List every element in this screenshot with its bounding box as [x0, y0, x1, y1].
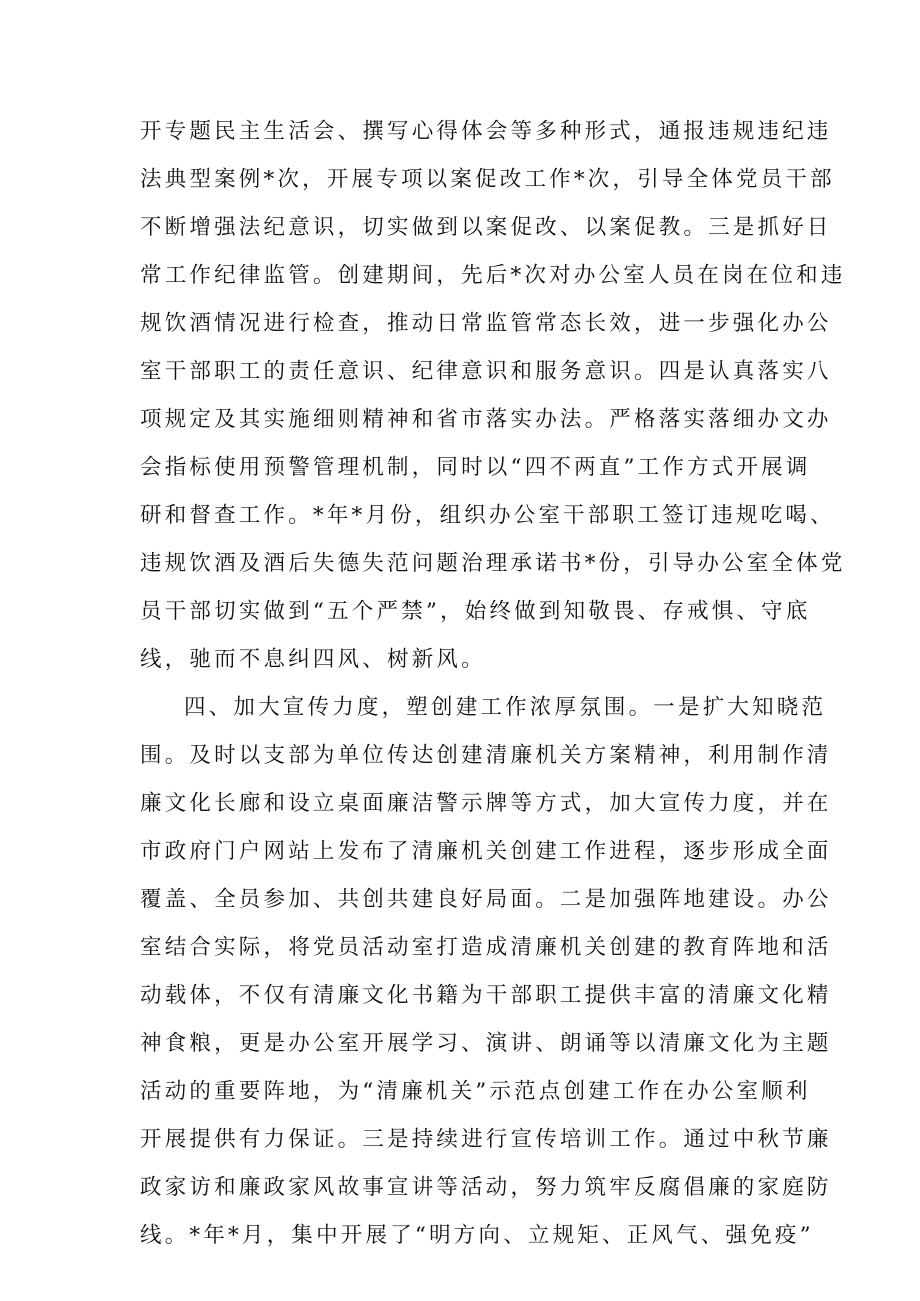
text-line: 违规饮酒及酒后失德失范问题治理承诺书*份，引导办公室全体党	[140, 551, 846, 576]
text-line: 线。*年*月，集中开展了“明方向、立规矩、正风气、强免疫”	[140, 1223, 814, 1248]
text-line: 动载体，不仅有清廉文化书籍为干部职工提供丰富的清廉文化精	[140, 983, 832, 1008]
text-line: 开展提供有力保证。三是持续进行宣传培训工作。通过中秋节廉	[140, 1127, 832, 1152]
text-line: 市政府门户网站上发布了清廉机关创建工作进程，逐步形成全面	[140, 839, 832, 864]
text-line: 活动的重要阵地，为“清廉机关”示范点创建工作在办公室顺利	[140, 1079, 811, 1104]
text-line: 不断增强法纪意识，切实做到以案促改、以案促教。三是抓好日	[140, 215, 832, 240]
section-heading-line: 四、加大宣传力度，塑创建工作浓厚氛围。一是扩大知晓范	[184, 695, 827, 720]
text-line: 规饮酒情况进行检查，推动日常监管常态长效，进一步强化办公	[140, 311, 832, 336]
text-line: 围。及时以支部为单位传达创建清廉机关方案精神，利用制作清	[140, 743, 832, 768]
text-line: 研和督查工作。*年*月份，组织办公室干部职工签订违规吃喝、	[140, 503, 835, 528]
text-line: 法典型案例*次，开展专项以案促改工作*次，引导全体党员干部	[140, 167, 835, 192]
text-line: 员干部切实做到“五个严禁”，始终做到知敬畏、存戒惧、守底	[140, 599, 811, 624]
text-line: 神食粮，更是办公室开展学习、演讲、朗诵等以清廉文化为主题	[140, 1031, 832, 1056]
text-line: 覆盖、全员参加、共创共建良好局面。二是加强阵地建设。办公	[140, 887, 832, 912]
text-line: 常工作纪律监管。创建期间，先后*次对办公室人员在岗在位和违	[140, 263, 846, 288]
text-line: 室干部职工的责任意识、纪律意识和服务意识。四是认真落实八	[140, 359, 832, 384]
text-line: 开专题民主生活会、撰写心得体会等多种形式，通报违规违纪违	[140, 119, 832, 144]
text-line: 室结合实际，将党员活动室打造成清廉机关创建的教育阵地和活	[140, 935, 832, 960]
text-line: 廉文化长廊和设立桌面廉洁警示牌等方式，加大宣传力度，并在	[140, 791, 832, 816]
text-line: 政家访和廉政家风故事宣讲等活动，努力筑牢反腐倡廉的家庭防	[140, 1175, 832, 1200]
text-line: 线，驰而不息纠四风、树新风。	[140, 647, 486, 672]
text-line: 会指标使用预警管理机制，同时以“四不两直”工作方式开展调	[140, 455, 811, 480]
text-line: 项规定及其实施细则精神和省市落实办法。严格落实落细办文办	[140, 407, 832, 432]
